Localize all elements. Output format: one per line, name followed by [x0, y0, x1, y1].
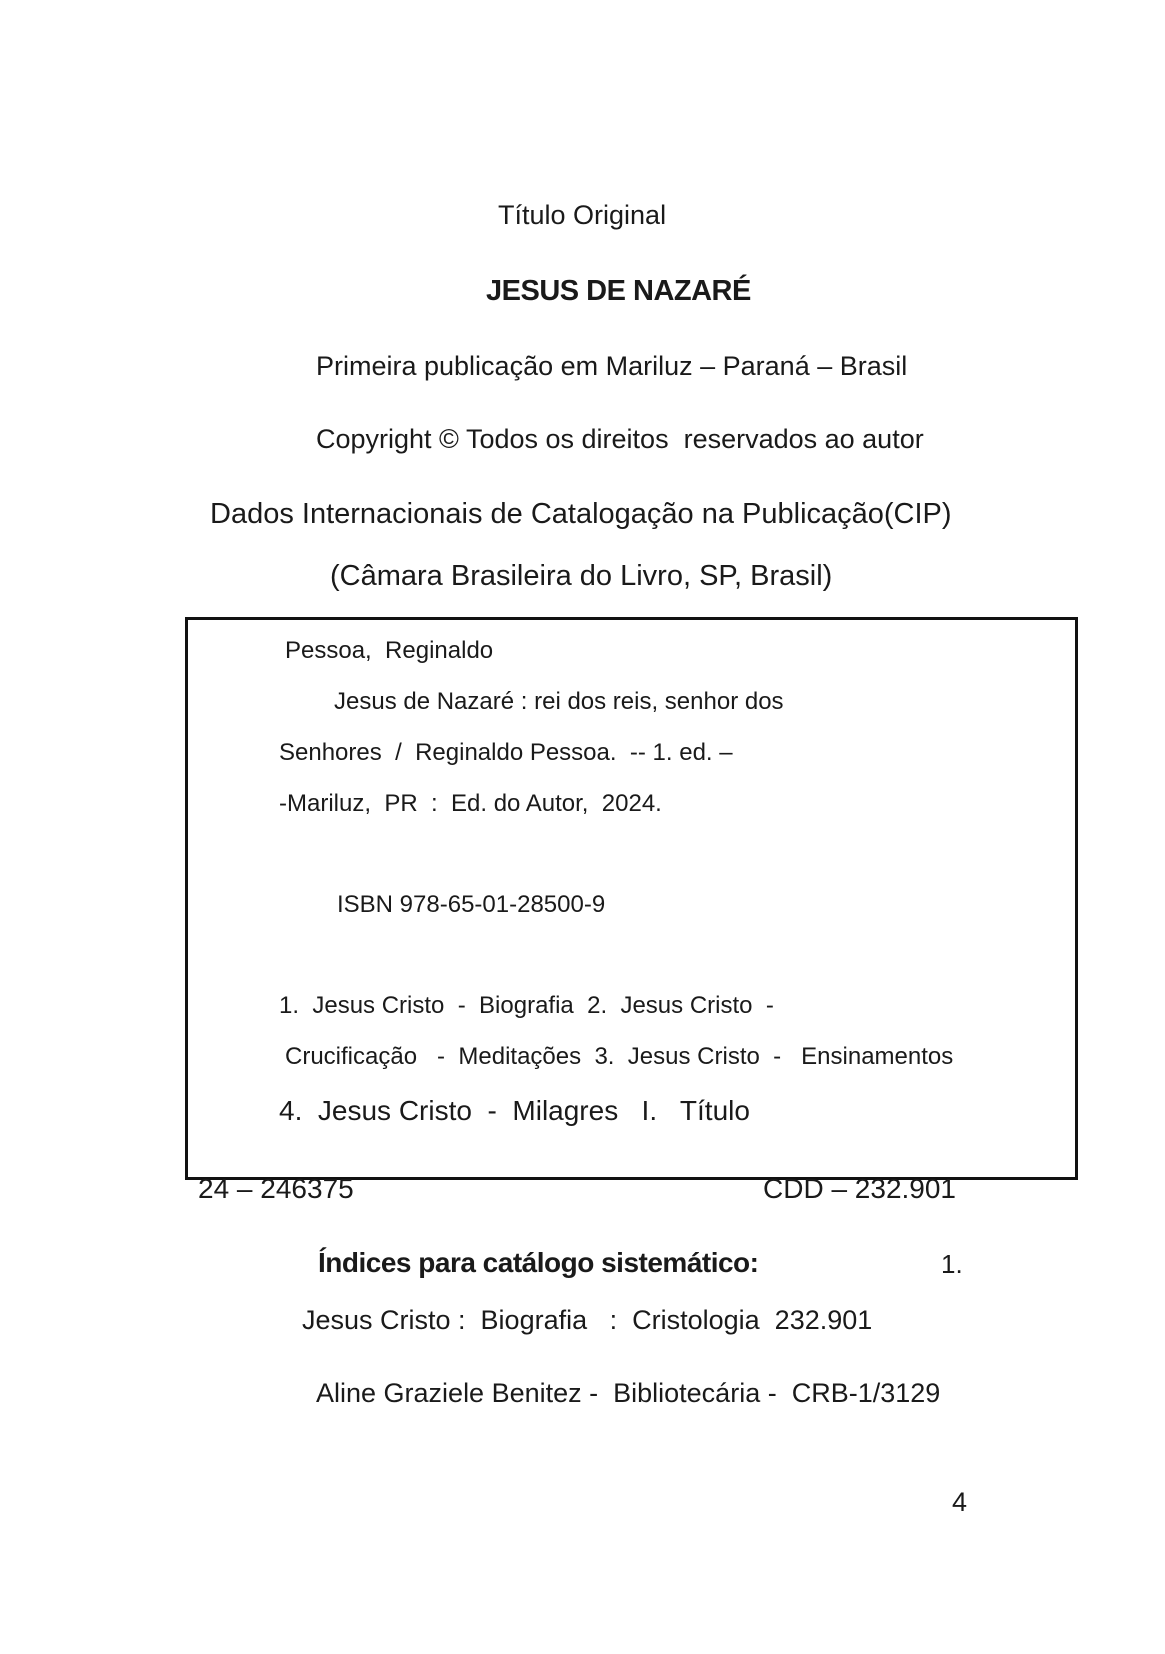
cip-subjects-line-2: Crucificação - Meditações 3. Jesus Cristo - Ensinamentos: [285, 1043, 954, 1070]
librarian-credit: Aline Graziele Benitez - Bibliotecária - CRB-1/3129: [316, 1378, 941, 1408]
cip-isbn: ISBN 978-65-01-28500-9: [337, 891, 606, 918]
index-item-number: 1.: [941, 1249, 963, 1279]
first-publication-line: Primeira publicação em Mariluz – Paraná – Brasil: [316, 351, 908, 381]
page-number: 4: [952, 1487, 968, 1517]
cip-subjects-line-1: 1. Jesus Cristo - Biografia 2. Jesus Cristo -: [279, 992, 774, 1019]
catalog-cdd: CDD – 232.901: [763, 1173, 957, 1204]
cip-author: Pessoa, Reginaldo: [285, 637, 494, 664]
index-entry: Jesus Cristo : Biografia : Cristologia 232.901: [302, 1305, 873, 1335]
cip-imprint: -Mariluz, PR : Ed. do Autor, 2024.: [279, 790, 662, 817]
book-title: JESUS DE NAZARÉ: [486, 275, 751, 307]
cip-agency: (Câmara Brasileira do Livro, SP, Brasil): [330, 560, 833, 592]
cip-subjects-line-3: 4. Jesus Cristo - Milagres I. Título: [279, 1095, 750, 1126]
cip-heading: Dados Internacionais de Catalogação na Publicação(CIP): [210, 498, 952, 530]
catalog-control-number: 24 – 246375: [198, 1173, 354, 1204]
copyright-line: Copyright © Todos os direitos reservados ao autor: [316, 424, 924, 454]
index-heading: Índices para catálogo sistemático:: [318, 1247, 759, 1278]
original-title-label: Título Original: [498, 200, 667, 230]
cip-title-line-1: Jesus de Nazaré : rei dos reis, senhor dos: [334, 688, 784, 715]
cip-title-line-2: Senhores / Reginaldo Pessoa. -- 1. ed. –: [279, 739, 733, 766]
